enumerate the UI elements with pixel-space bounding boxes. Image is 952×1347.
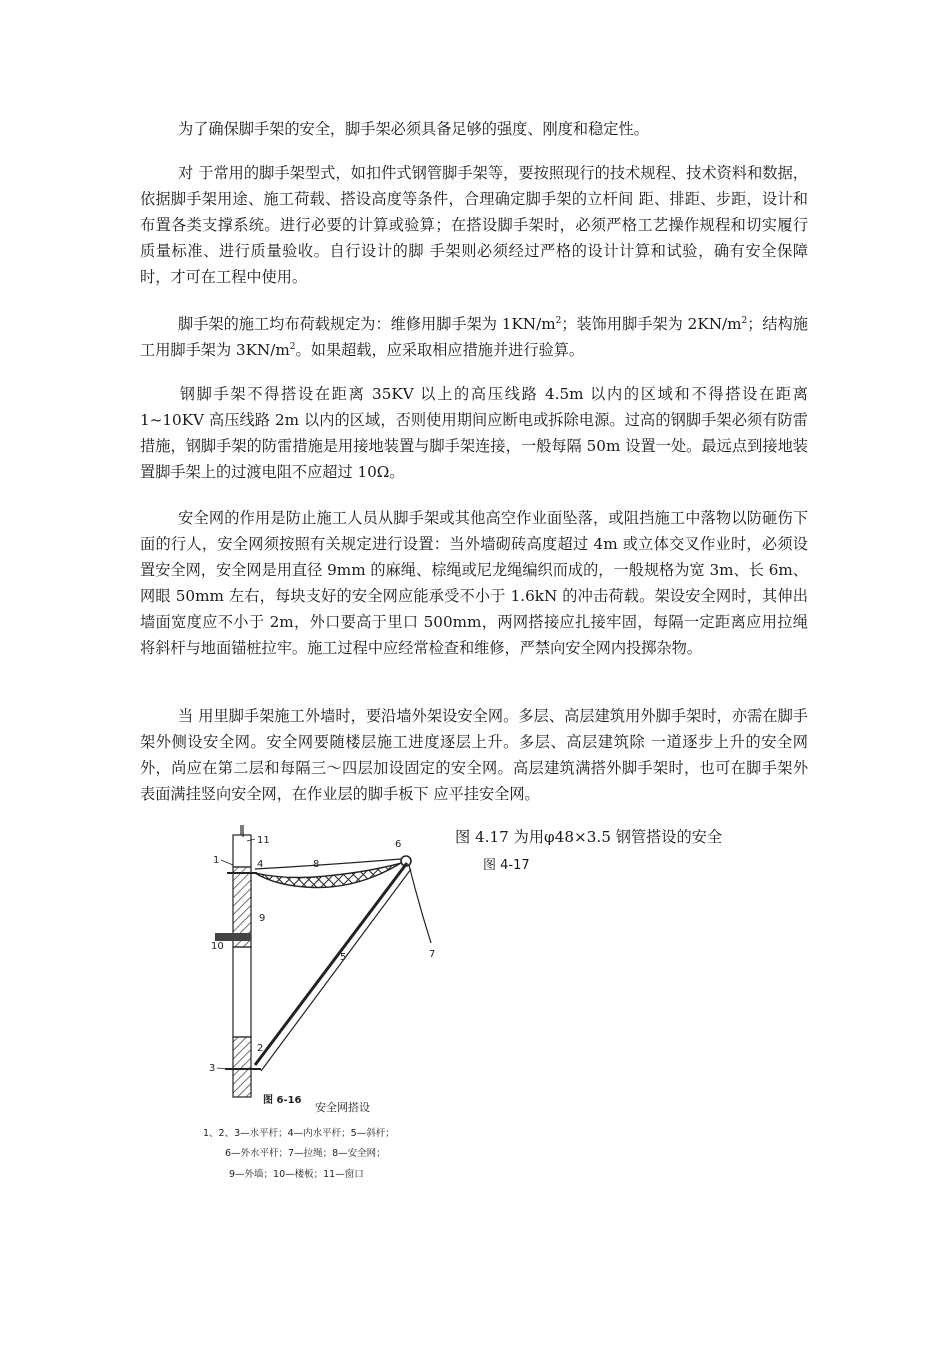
- diagonal-pole: [255, 863, 407, 1065]
- label-5: 5: [340, 952, 347, 963]
- paragraph-safety-intro: 为了确保脚手架的安全，脚手架必须具备足够的强度、刚度和稳定性。: [178, 120, 649, 138]
- label-11: 11: [257, 835, 270, 846]
- label-2: 2: [257, 1043, 264, 1054]
- label-9: 9: [259, 913, 266, 924]
- legend-line-3: 9—外墙；10—楼板；11—窗口: [229, 1169, 364, 1180]
- paragraph-construction-load: 脚手架的施工均布荷载规定为：维修用脚手架为 $1KN/m^2$；装饰用脚手架为 $2KN/m^2$；结构施工用脚手架为 $3KN/m^2$。如果超载，应采取相应措施并进行验算。: [140, 315, 808, 359]
- label-7: 7: [429, 949, 436, 960]
- label-3: 3: [209, 1063, 216, 1074]
- legend-line-2: 6—外水平杆；7—拉绳；8—安全网；: [225, 1148, 386, 1159]
- paragraph-safety-net: 安全网的作用是防止施工人员从脚手架或其他高空作业面坠落，或阻挡施工中落物以防砸伤下面的行人，安全网须按照有关规定进行设置：当外墙砌砖高度超过 4m 或立体交叉作业时，必须设置安全网，安全网是用直径 9mm 的麻绳、棕绳或尼龙绳编织而成的，一般规格为宽 3m、长 6m、网眼 50mm 左右，每块支好的安全网应能承受不小于 1.6kN 的冲击荷载。架设安全网时，其伸出墙面宽度应不小于 2m，外口要高于里口 500mm，两网搭接应扎接牢固，每隔一定距离应用拉绳将斜杆与地面锚桩拉牢。施工过程中应经常检查和维修，严禁向安全网内投掷杂物。: [140, 509, 808, 657]
- label-10: 10: [211, 941, 224, 952]
- inner-figure-number: 图 6-16: [263, 1095, 302, 1106]
- safety-net: [255, 863, 401, 888]
- paragraph-outer-wall-net: 当 用里脚手架施工外墙时，要沿墙外架设安全网。多层、高层建筑用外脚手架时，亦需在脚手架外侧设安全网。安全网要随楼层施工进度逐层上升。多层、高层建筑除 一道逐步上升的安全网外，尚应在第二层和每隔三～四层加设固定的安全网。高层建筑满搭外脚手架时，也可在脚手架外表面满挂竖向安全网，在作业层的脚手板下 应平挂安全网。: [140, 707, 808, 803]
- figure-caption: 图 4.17 为用φ48×3.5 钢管搭设的安全: [455, 828, 723, 846]
- label-6: 6: [395, 839, 402, 850]
- inner-figure-name: 安全网搭设: [315, 1101, 370, 1114]
- label-8: 8: [313, 859, 320, 870]
- paragraph-scaffold-design: 对 于常用的脚手架型式，如扣件式钢管脚手架等，要按照现行的技术规程、技术资料和数据，依据脚手架用途、施工荷载、搭设高度等条件，合理确定脚手架的立杆间 距、排距、步距，设计和布置各类支撑系统。进行必要的计算或验算；在搭设脚手架时，必须严格工艺操作规程和切实履行质量标准、进行质量验收。自行设计的脚 手架则必须经过严格的设计计算和试验，确有安全保障时，才可在工程中使用。: [140, 164, 808, 286]
- floor-slab: [215, 933, 251, 941]
- figure-label: 图 4-17: [483, 858, 530, 873]
- paragraph-power-line-distance: 钢脚手架不得搭设在距离 35KV 以上的高压线路 4.5m 以内的区域和不得搭设在距离 1~10KV 高压线路 2m 以内的区域，否则使用期间应断电或拆除电源。过高的钢脚手架必须有防雷措施，钢脚手架的防雷措施是用接地装置与脚手架连接，一般每隔 50m 设置一处。最远点到接地装置脚手架上的过渡电阻不应超过 10Ω。: [140, 385, 808, 481]
- legend-line-1: 1、2、3—水平杆；4—内水平杆；5—斜杆；: [203, 1128, 395, 1139]
- guy-rope: [409, 865, 431, 943]
- safety-net-diagram: [195, 825, 465, 1185]
- label-4: 4: [257, 859, 264, 870]
- label-1: 1: [213, 855, 220, 866]
- outer-wall: [233, 835, 251, 1097]
